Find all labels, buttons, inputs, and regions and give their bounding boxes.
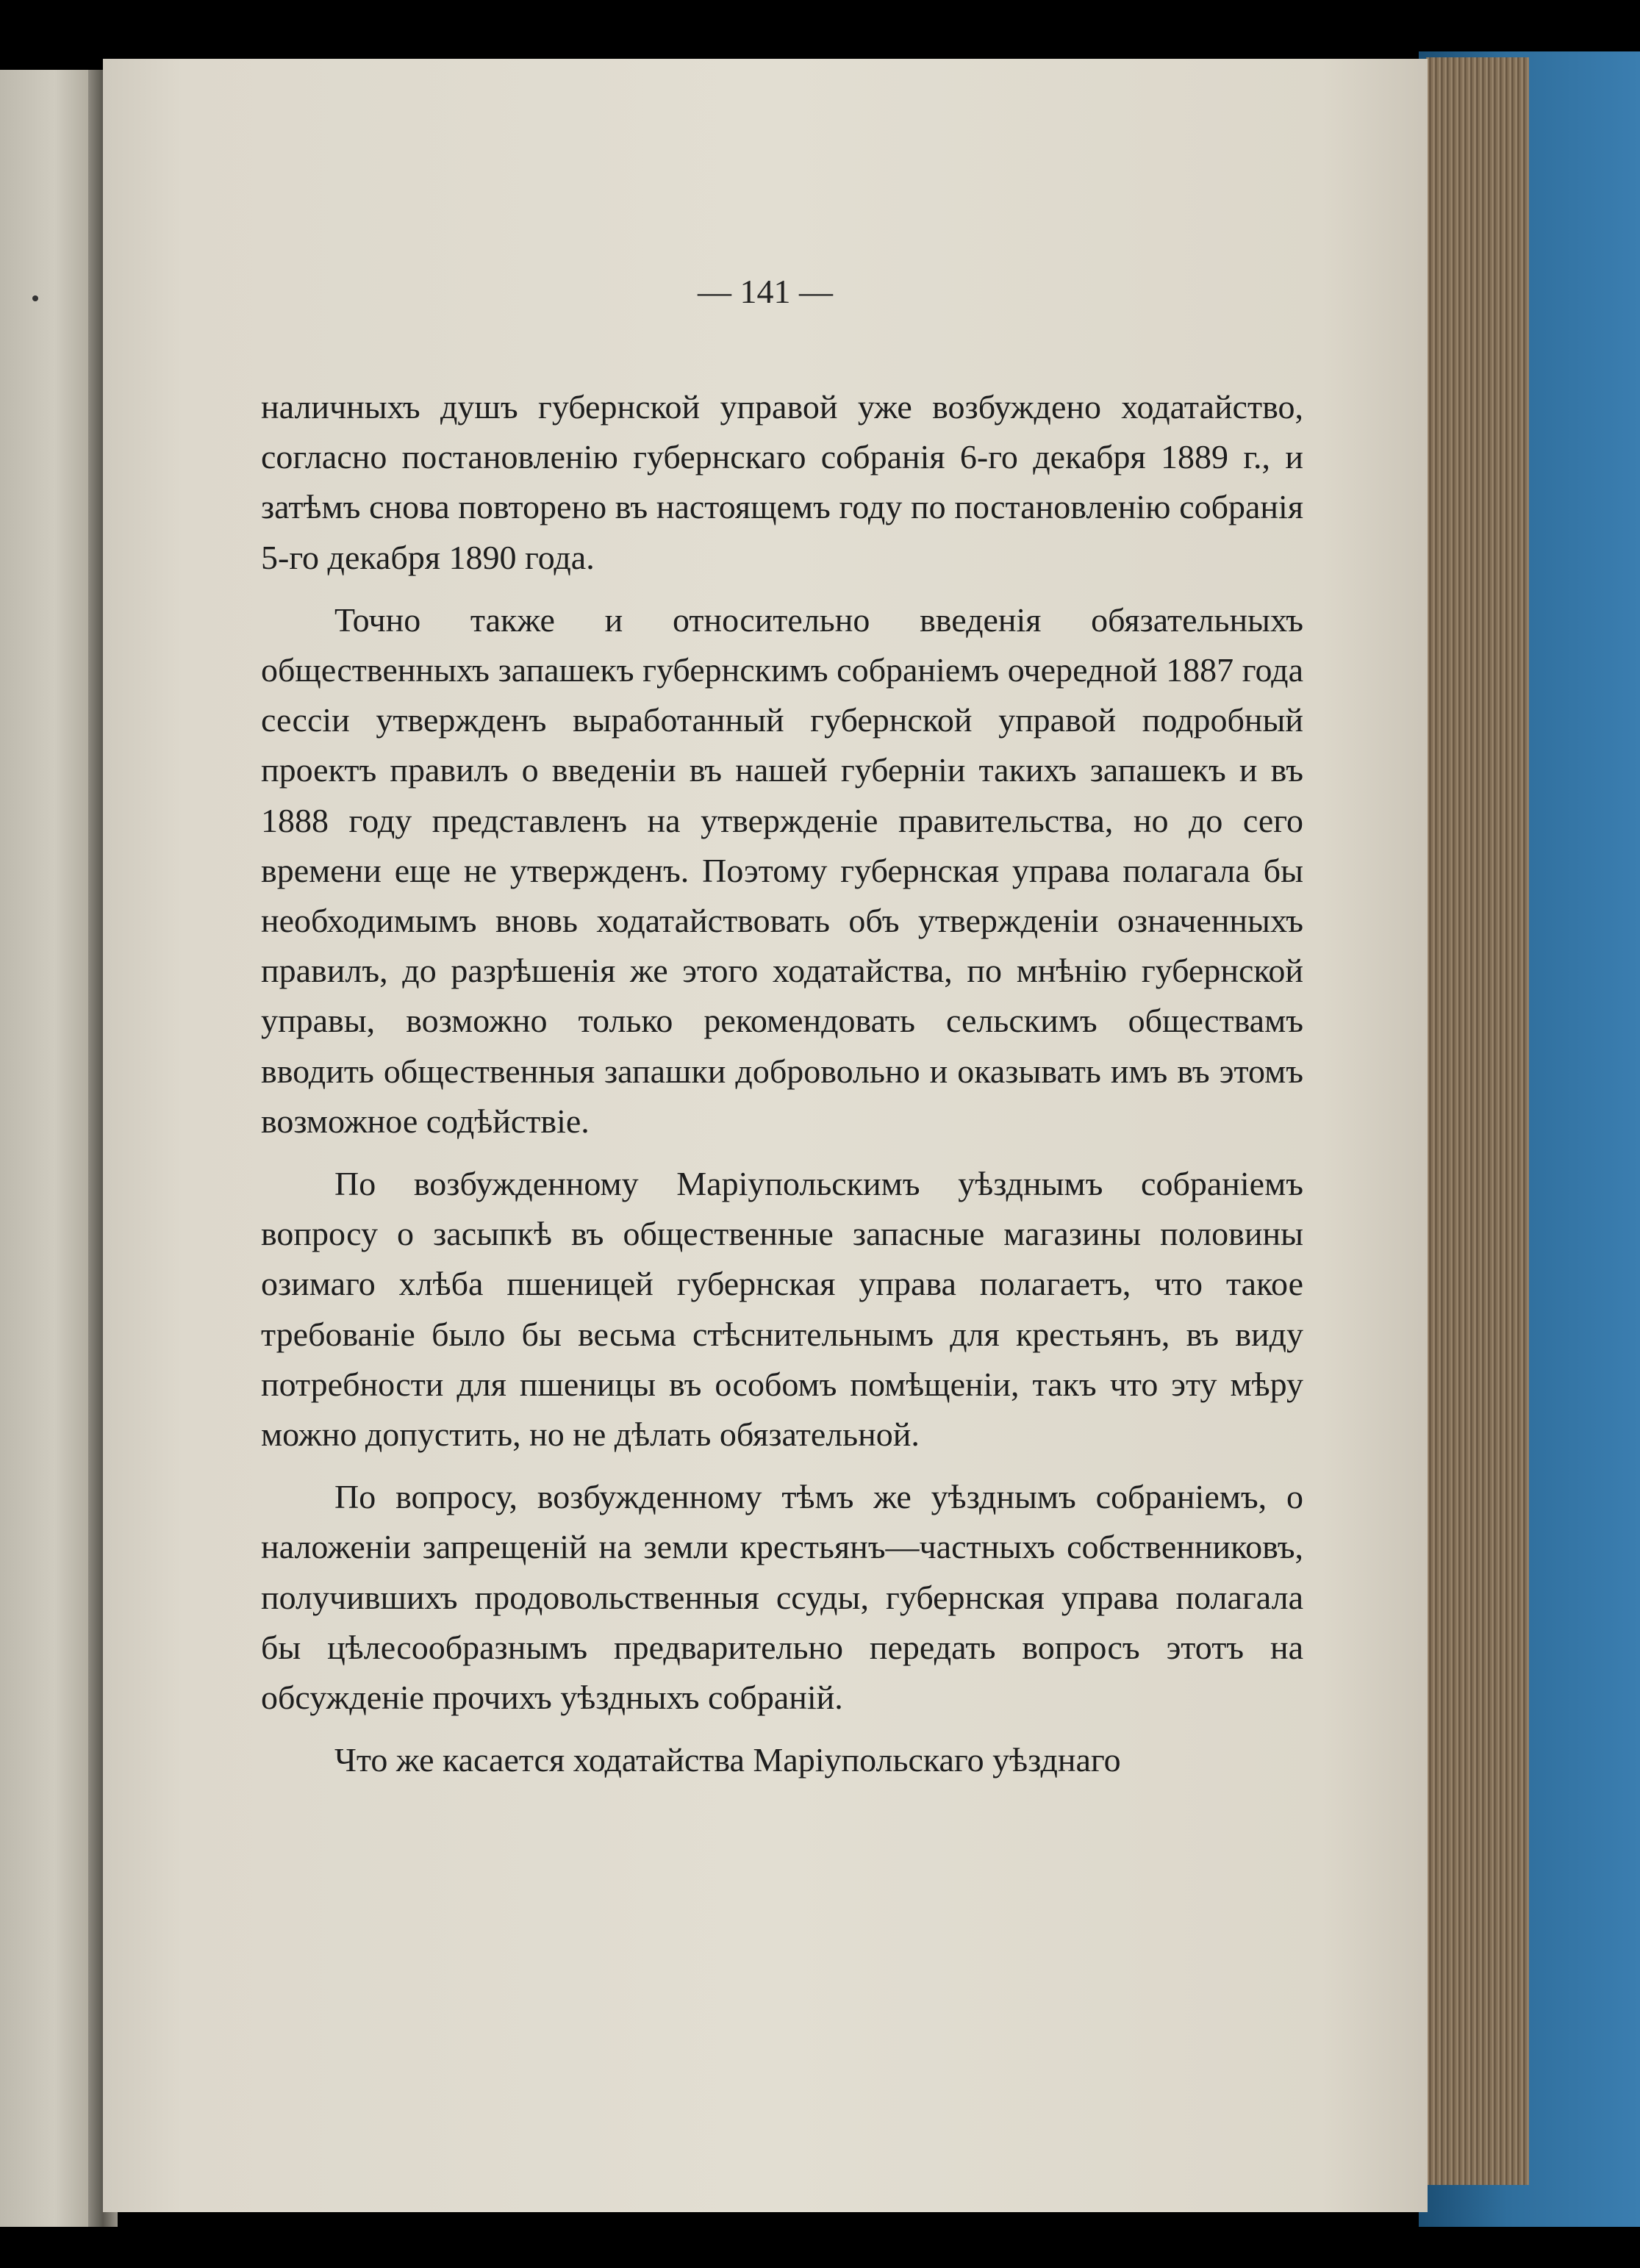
book-page bbox=[103, 59, 1428, 2212]
paragraph-3: По возбужденному Маріупольскимъ уѣзднымъ собраніемъ вопросу о засыпкѣ въ общественные запасные магазины половины озимаго хлѣба пшеницей губернская управа полагаетъ, что такое требованіе было бы весьма стѣснительнымъ для крестьянъ, въ виду потребности для пшеницы въ особомъ помѣщеніи, такъ что эту мѣру можно допустить, но не дѣлать обязательной. bbox=[261, 1165, 1303, 1454]
paragraph-2: Точно также и относительно введенія обязательныхъ общественныхъ запашекъ губернскимъ собраніемъ очередной 1887 года сессіи утвержденъ выработанный губернской управой подробный проектъ правилъ о введеніи въ нашей губерніи такихъ запашекъ и въ 1888 году представленъ на утвержденіе правительства, но до сего времени еще не утвержденъ. Поэтому губернская управа полагала бы необходимымъ вновь ходатайствовать объ утвержденіи означенныхъ правилъ, до разрѣшенія же этого ходатайства, по мнѣнію губернской управы, возможно только рекомендовать сельскимъ обществамъ вводить общественныя запашки добровольно и оказывать имъ въ этомъ возможное содѣйствіе. bbox=[261, 600, 1303, 1140]
page-body bbox=[261, 382, 1303, 1798]
paragraph-1: наличныхъ душъ губернской управой уже возбуждено ходатайство, согласно постановленію губернскаго собранія 6-го декабря 1889 г., и затѣмъ снова повторено въ настоящемъ году по постановленію собранія 5-го декабря 1890 года. bbox=[261, 388, 1303, 576]
left-page-edge bbox=[0, 70, 99, 2227]
paragraph-4: По вопросу, возбужденному тѣмъ же уѣзднымъ собраніемъ, о наложеніи запрещеній на земли крестьянъ—частныхъ собственниковъ, получившихъ продовольственныя ссуды, губернская управа полагала бы цѣлесообразнымъ предварительно передать вопросъ этотъ на обсужденіе прочихъ уѣздныхъ собраній. bbox=[261, 1478, 1303, 1717]
page-stack-edge bbox=[1426, 57, 1529, 2185]
paper-speck bbox=[32, 295, 38, 301]
paragraph-5: Что же касается ходатайства Маріупольскаго уѣзднаго bbox=[334, 1741, 1121, 1779]
page-number: — 141 — bbox=[698, 273, 833, 310]
